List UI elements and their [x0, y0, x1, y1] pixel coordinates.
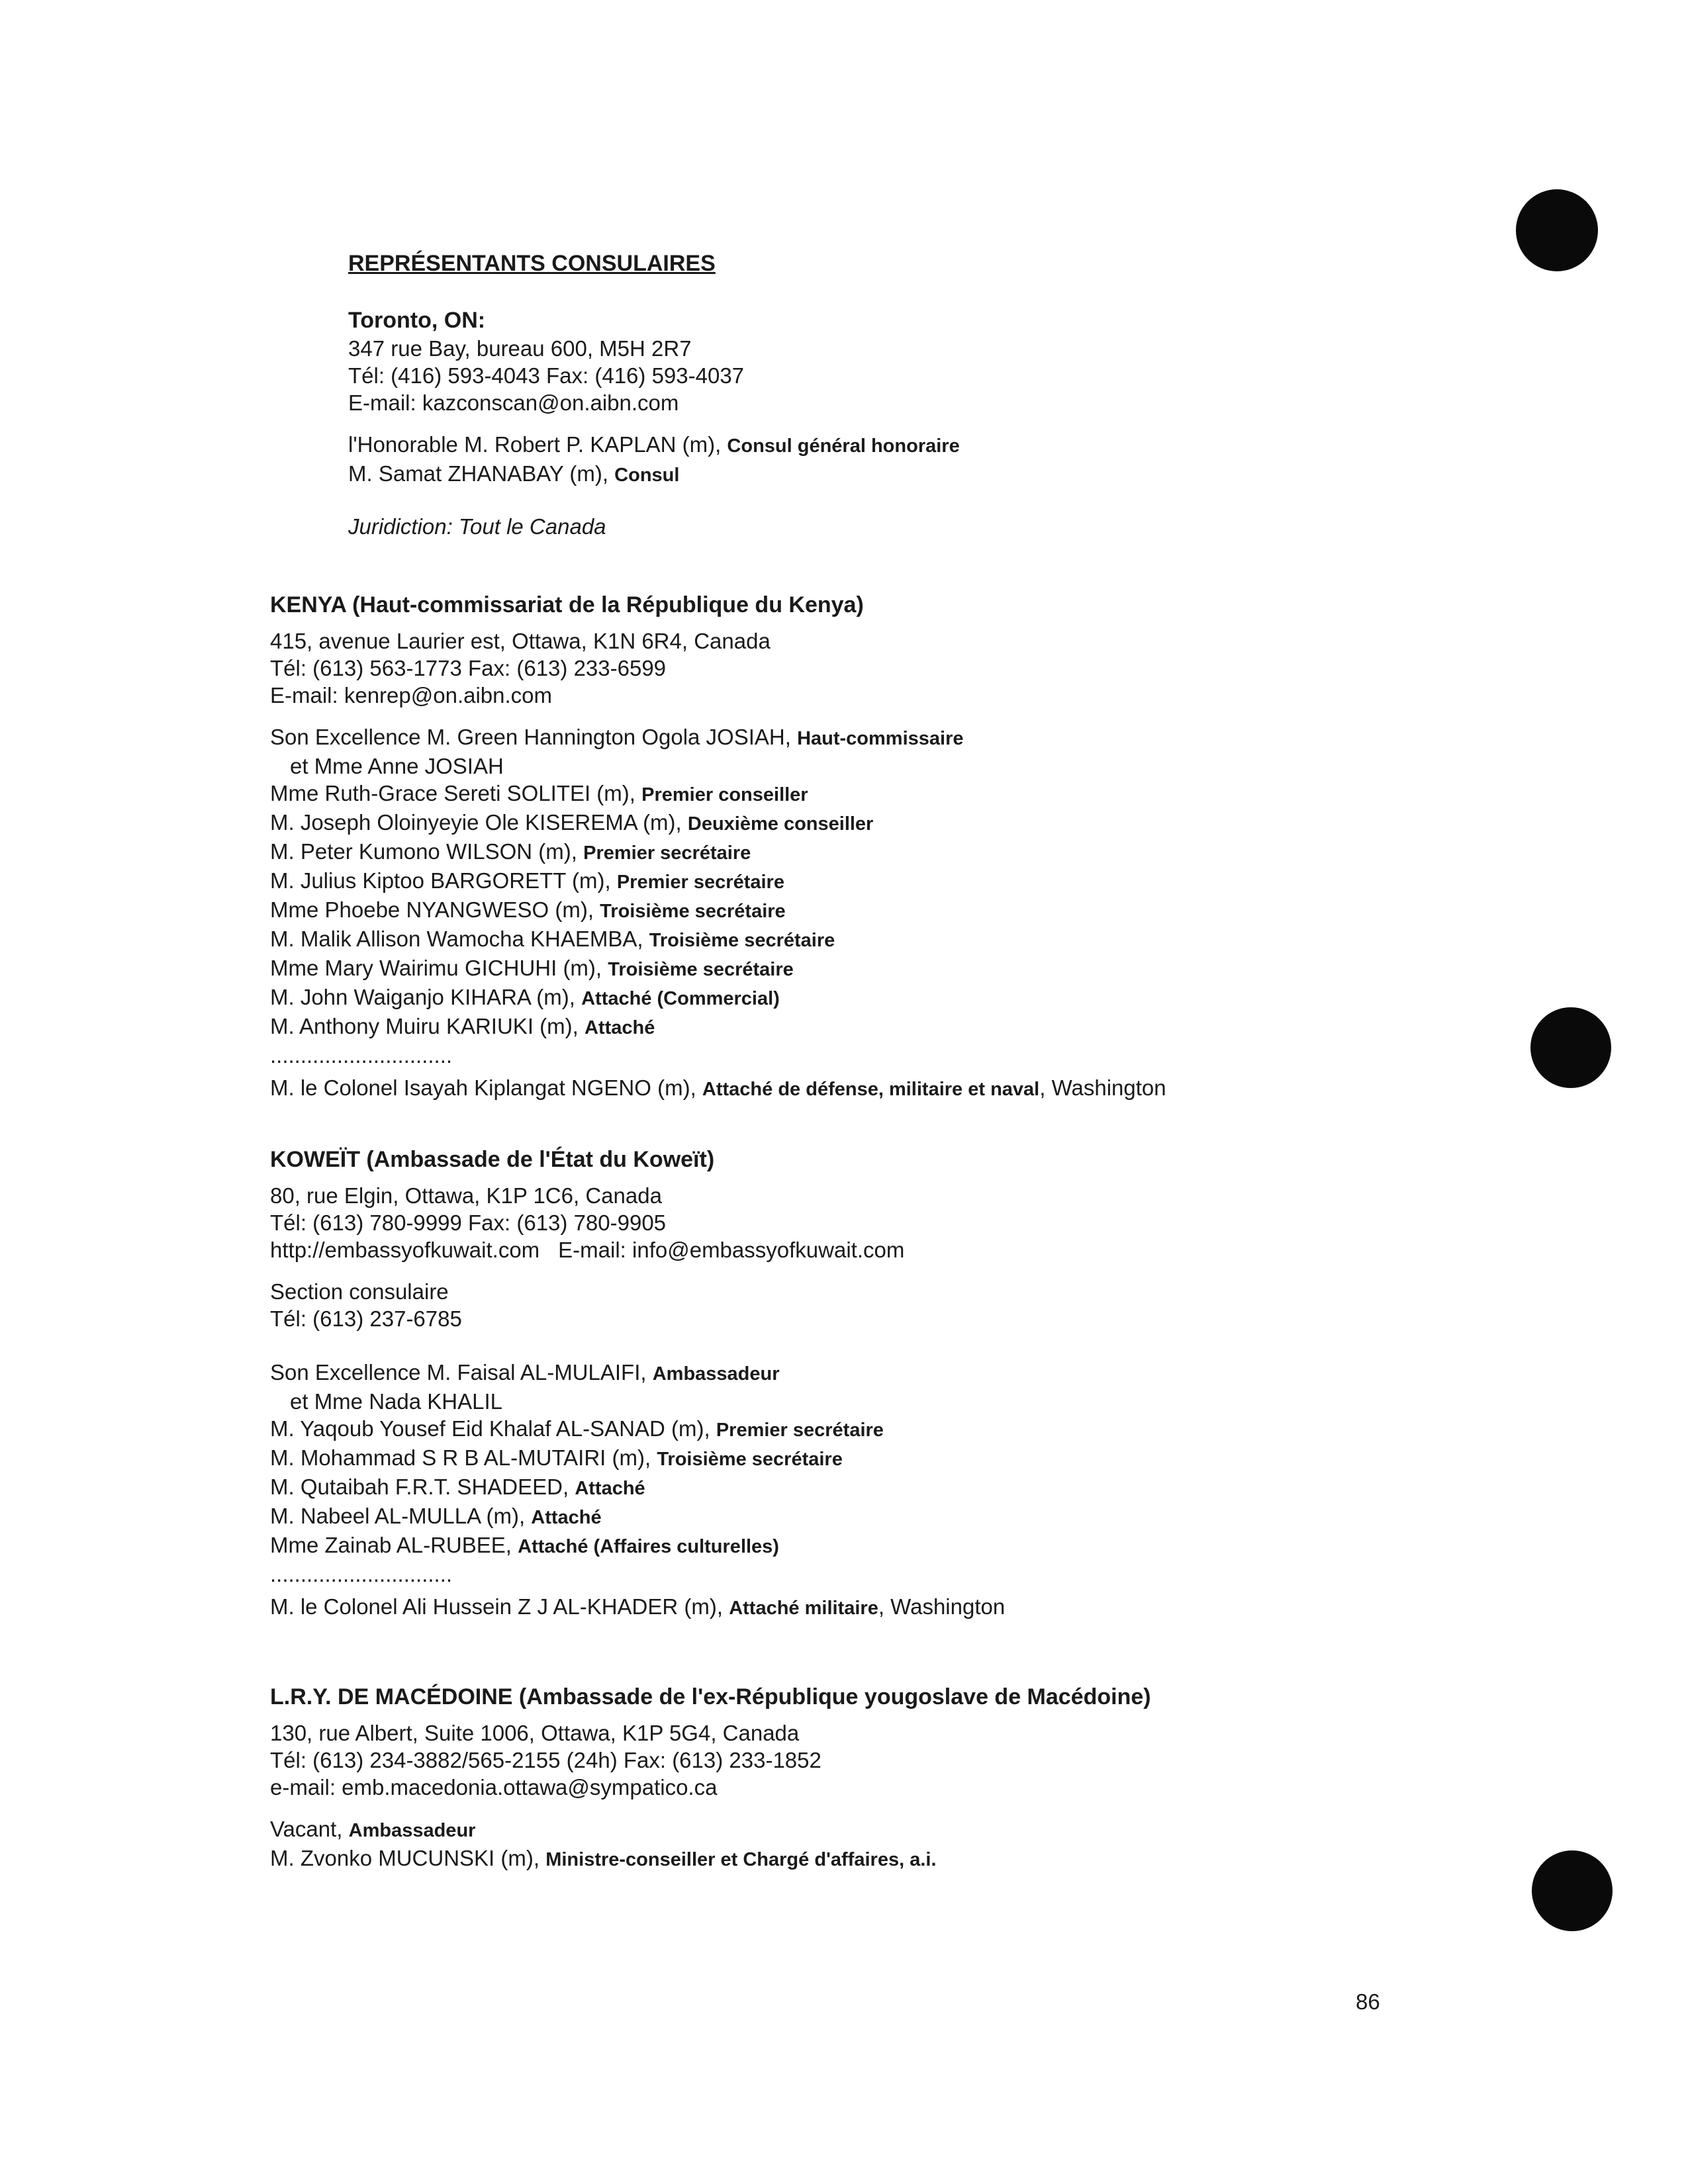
- consular-tel: Tél: (416) 593-4043 Fax: (416) 593-4037: [348, 363, 745, 388]
- kenya-spouse: et Mme Anne JOSIAH: [290, 754, 504, 778]
- list-item: Mme Mary Wairimu GICHUHI (m), Troisième secrétaire: [270, 956, 794, 980]
- kuwait-military: M. le Colonel Ali Hussein Z J AL-KHADER (m), Attaché militaire, Washington: [270, 1594, 1006, 1619]
- macedonia-email: e-mail: emb.macedonia.ottawa@sympatico.ca: [270, 1775, 718, 1799]
- macedonia-title: L.R.Y. DE MACÉDOINE (Ambassade de l'ex-République yougoslave de Macédoine): [270, 1684, 1151, 1709]
- consular-city: Toronto, ON:: [348, 308, 486, 333]
- consular-heading: REPRÉSENTANTS CONSULAIRES: [348, 251, 716, 276]
- consular-address: 347 rue Bay, bureau 600, M5H 2R7: [348, 336, 692, 361]
- list-item: M. Malik Allison Wamocha KHAEMBA, Troisième secrétaire: [270, 927, 835, 951]
- consular-jurisdiction: Juridiction: Tout le Canada: [348, 514, 606, 539]
- consular-email: E-mail: kazconscan@on.aibn.com: [348, 390, 679, 415]
- kenya-address: 415, avenue Laurier est, Ottawa, K1N 6R4, Canada: [270, 629, 771, 653]
- list-item: Mme Ruth-Grace Sereti SOLITEI (m), Premier conseiller: [270, 781, 808, 805]
- kenya-military: M. le Colonel Isayah Kiplangat NGENO (m), Attaché de défense, militaire et naval, Washington: [270, 1075, 1166, 1100]
- list-item: M. Joseph Oloinyeyie Ole KISEREMA (m), Deuxième conseiller: [270, 810, 874, 835]
- kenya-tel: Tél: (613) 563-1773 Fax: (613) 233-6599: [270, 656, 667, 680]
- punch-hole-middle: [1530, 1007, 1611, 1088]
- list-item: Vacant, Ambassadeur: [270, 1817, 476, 1841]
- kuwait-section: [270, 1145, 1528, 1622]
- kenya-head: Son Excellence M. Green Hannington Ogola JOSIAH, Haut-commissaire: [270, 725, 964, 749]
- kuwait-address: 80, rue Elgin, Ottawa, K1P 1C6, Canada: [270, 1183, 662, 1208]
- list-item: M. Anthony Muiru KARIUKI (m), Attaché: [270, 1014, 655, 1038]
- kuwait-email: E-mail: info@embassyofkuwait.com: [558, 1238, 905, 1262]
- list-item: Mme Zainab AL-RUBEE, Attaché (Affaires culturelles): [270, 1533, 779, 1557]
- kenya-title: KENYA (Haut-commissariat de la République du Kenya): [270, 592, 864, 617]
- kuwait-consular-label: Section consulaire: [270, 1279, 449, 1304]
- dotted-separator: ..............................: [270, 1562, 453, 1586]
- list-item: M. Qutaibah F.R.T. SHADEED, Attaché: [270, 1475, 645, 1499]
- kuwait-title: KOWEÏT (Ambassade de l'État du Koweït): [270, 1147, 715, 1172]
- list-item: M. Mohammad S R B AL-MUTAIRI (m), Troisième secrétaire: [270, 1445, 843, 1470]
- consular-person: l'Honorable M. Robert P. KAPLAN (m), Consul général honoraire: [348, 432, 960, 457]
- page-number: 86: [1356, 1989, 1380, 2014]
- list-item: M. Yaqoub Yousef Eid Khalaf AL-SANAD (m), Premier secrétaire: [270, 1416, 884, 1441]
- kuwait-spouse: et Mme Nada KHALIL: [290, 1389, 502, 1414]
- list-item: Mme Phoebe NYANGWESO (m), Troisième secrétaire: [270, 897, 786, 922]
- list-item: M. Nabeel AL-MULLA (m), Attaché: [270, 1504, 602, 1528]
- kuwait-head: Son Excellence M. Faisal AL-MULAIFI, Ambassadeur: [270, 1360, 780, 1385]
- macedonia-tel: Tél: (613) 234-3882/565-2155 (24h) Fax: (613) 233-1852: [270, 1748, 821, 1772]
- dotted-separator: ..............................: [270, 1043, 453, 1068]
- kenya-email: E-mail: kenrep@on.aibn.com: [270, 683, 553, 707]
- macedonia-address: 130, rue Albert, Suite 1006, Ottawa, K1P 5G4, Canada: [270, 1721, 800, 1745]
- list-item: M. Peter Kumono WILSON (m), Premier secrétaire: [270, 839, 751, 864]
- kuwait-website[interactable]: http://embassyofkuwait.com: [270, 1238, 540, 1262]
- list-item: M. Julius Kiptoo BARGORETT (m), Premier secrétaire: [270, 868, 784, 893]
- punch-hole-bottom: [1532, 1850, 1613, 1931]
- consular-person: M. Samat ZHANABAY (m), Consul: [348, 461, 680, 486]
- macedonia-section: [270, 1682, 1528, 1874]
- consular-section: [348, 249, 1606, 540]
- kuwait-web-email: [270, 1236, 1528, 1263]
- kenya-section: [270, 590, 1528, 1103]
- kuwait-tel: Tél: (613) 780-9999 Fax: (613) 780-9905: [270, 1210, 667, 1235]
- kuwait-consular-tel: Tél: (613) 237-6785: [270, 1306, 462, 1331]
- list-item: M. Zvonko MUCUNSKI (m), Ministre-conseiller et Chargé d'affaires, a.i.: [270, 1846, 937, 1870]
- list-item: M. John Waiganjo KIHARA (m), Attaché (Commercial): [270, 985, 780, 1009]
